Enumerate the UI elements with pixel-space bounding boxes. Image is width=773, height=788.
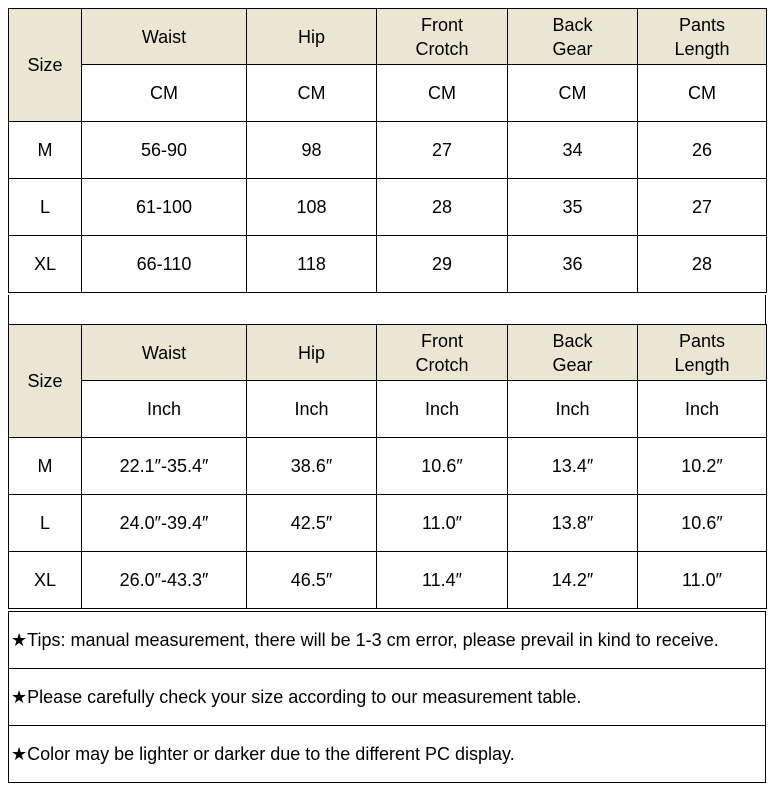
value-cell: 22.1″-35.4″ xyxy=(82,438,247,495)
size-cell: L xyxy=(9,179,82,236)
size-cell: M xyxy=(9,122,82,179)
pants-length-header: Pants Length xyxy=(638,325,767,381)
value-cell: 24.0″-39.4″ xyxy=(82,495,247,552)
back-gear-header: Back Gear xyxy=(508,9,638,65)
value-cell: 35 xyxy=(508,179,638,236)
unit-cell: CM xyxy=(638,65,767,122)
value-cell: 10.6″ xyxy=(638,495,767,552)
value-cell: 27 xyxy=(638,179,767,236)
value-cell: 38.6″ xyxy=(247,438,377,495)
hip-header: Hip xyxy=(247,9,377,65)
size-chart-cm xyxy=(8,8,767,293)
size-header: Size xyxy=(9,325,82,438)
value-cell: 36 xyxy=(508,236,638,293)
size-chart-inch xyxy=(8,324,767,609)
unit-cell: Inch xyxy=(247,381,377,438)
value-cell: 26.0″-43.3″ xyxy=(82,552,247,609)
table-row xyxy=(9,179,767,236)
size-header: Size xyxy=(9,9,82,122)
value-cell: 27 xyxy=(377,122,508,179)
value-cell: 108 xyxy=(247,179,377,236)
value-cell: 98 xyxy=(247,122,377,179)
hip-header: Hip xyxy=(247,325,377,381)
value-cell: 66-110 xyxy=(82,236,247,293)
value-cell: 42.5″ xyxy=(247,495,377,552)
table-row xyxy=(9,236,767,293)
tip-color-display: ★Color may be lighter or darker due to the different PC display. xyxy=(9,726,766,783)
size-cell: XL xyxy=(9,552,82,609)
value-cell: 10.2″ xyxy=(638,438,767,495)
value-cell: 46.5″ xyxy=(247,552,377,609)
value-cell: 118 xyxy=(247,236,377,293)
table-row xyxy=(9,552,767,609)
value-cell: 34 xyxy=(508,122,638,179)
value-cell: 26 xyxy=(638,122,767,179)
table-row xyxy=(9,495,767,552)
front-crotch-header: Front Crotch xyxy=(377,325,508,381)
value-cell: 10.6″ xyxy=(377,438,508,495)
size-cell: L xyxy=(9,495,82,552)
tip-measurement-error: ★Tips: manual measurement, there will be 1-3 cm error, please prevail in kind to receive. xyxy=(9,612,766,669)
value-cell: 11.0″ xyxy=(638,552,767,609)
unit-cell: CM xyxy=(82,65,247,122)
waist-header: Waist xyxy=(82,9,247,65)
front-crotch-header: Front Crotch xyxy=(377,9,508,65)
unit-cell: Inch xyxy=(377,381,508,438)
waist-header: Waist xyxy=(82,325,247,381)
unit-cell: Inch xyxy=(508,381,638,438)
value-cell: 28 xyxy=(638,236,767,293)
value-cell: 29 xyxy=(377,236,508,293)
value-cell: 14.2″ xyxy=(508,552,638,609)
unit-cell: Inch xyxy=(82,381,247,438)
table-row xyxy=(9,122,767,179)
value-cell: 28 xyxy=(377,179,508,236)
value-cell: 11.4″ xyxy=(377,552,508,609)
table-row xyxy=(9,438,767,495)
unit-cell: CM xyxy=(247,65,377,122)
table-spacer xyxy=(8,295,766,324)
value-cell: 13.8″ xyxy=(508,495,638,552)
value-cell: 11.0″ xyxy=(377,495,508,552)
pants-length-header: Pants Length xyxy=(638,9,767,65)
size-cell: XL xyxy=(9,236,82,293)
unit-cell: CM xyxy=(508,65,638,122)
value-cell: 13.4″ xyxy=(508,438,638,495)
notes-table xyxy=(8,611,766,783)
value-cell: 61-100 xyxy=(82,179,247,236)
unit-cell: Inch xyxy=(638,381,767,438)
unit-cell: CM xyxy=(377,65,508,122)
value-cell: 56-90 xyxy=(82,122,247,179)
size-cell: M xyxy=(9,438,82,495)
back-gear-header: Back Gear xyxy=(508,325,638,381)
tip-check-size: ★Please carefully check your size according to our measurement table. xyxy=(9,669,766,726)
